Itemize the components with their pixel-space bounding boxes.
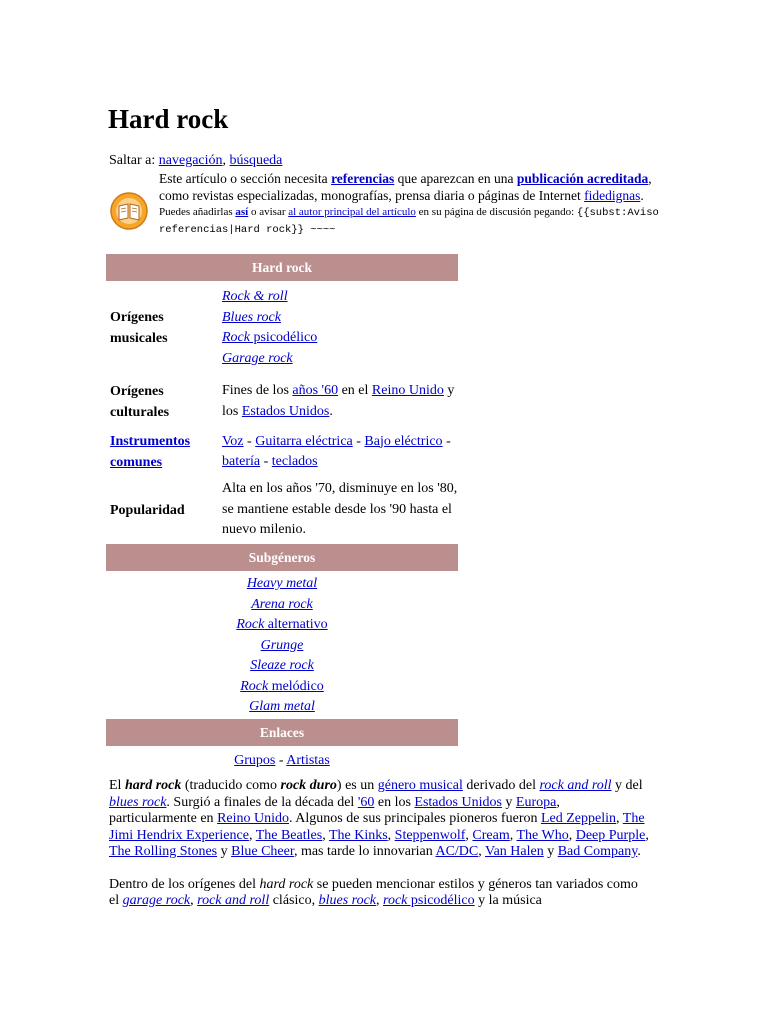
estados-unidos-link[interactable]: Estados Unidos xyxy=(414,794,502,810)
reino-unido-link[interactable]: Reino Unido xyxy=(217,811,290,826)
glam-metal-link[interactable]: Glam metal xyxy=(249,699,315,714)
estados-unidos-link[interactable]: Estados Unidos xyxy=(241,403,330,419)
hard-rock-term: hard rock xyxy=(259,876,314,892)
the-who-link[interactable]: The Who xyxy=(516,827,569,843)
fidedignas-link[interactable]: fidedignas xyxy=(584,187,641,203)
jimi-hendrix-link[interactable]: The Jimi Hendrix Experience xyxy=(109,811,645,843)
paragraph-intro: El hard rock (traducido como rock duro) es un género musical derivado del rock and roll y del blues rock. Surgió a finales de la década del '60 en los Estados Unidos y Europa, particularmente en Reino Unido. Algunos de sus principales pioneros fueron Led Zeppelin, The Jimi Hendrix Experience, The Beatles, The Kinks, Steppenwolf, Cream, The Who, Deep Purple, The Rolling Stones y Blue Cheer, mas tarde lo innovarian AC/DC, Van Halen y Bad Company. xyxy=(109,778,649,859)
blue-cheer-link[interactable]: Blue Cheer xyxy=(231,844,294,859)
the-beatles-link[interactable]: The Beatles xyxy=(255,827,323,843)
infobox-label: Orígenes musicales xyxy=(110,310,168,346)
anos-60-link[interactable]: años '60 xyxy=(292,383,339,398)
guitarra-electrica-link[interactable]: Guitarra eléctrica xyxy=(255,433,353,449)
article-body xyxy=(109,778,649,926)
rock-psicodelico-link[interactable]: Rock psicodélico xyxy=(222,330,318,345)
steppenwolf-link[interactable]: Steppenwolf xyxy=(394,827,466,843)
infobox xyxy=(106,254,458,771)
rock-melodico-link[interactable]: Rock melódico xyxy=(240,678,324,694)
infobox-value: Voz - Guitarra eléctrica - Bajo eléctrico - batería - teclados xyxy=(222,433,451,469)
rock-and-roll-link[interactable]: Rock & roll xyxy=(222,289,288,304)
garage-rock-link[interactable]: Garage rock xyxy=(222,350,293,366)
infobox-label xyxy=(106,431,222,473)
bajo-electrico-link[interactable]: Bajo eléctrico xyxy=(364,433,443,449)
teclados-link[interactable]: teclados xyxy=(271,454,318,469)
voz-link[interactable]: Voz xyxy=(222,433,244,449)
autor-principal-link[interactable]: al autor principal del artículo xyxy=(288,206,416,218)
bateria-link[interactable]: batería xyxy=(222,454,261,469)
subgeneros-list xyxy=(106,571,458,719)
acdc-link[interactable]: AC/DC xyxy=(435,844,479,859)
infobox-header: Hard rock xyxy=(106,254,458,281)
bad-company-link[interactable]: Bad Company xyxy=(557,844,638,859)
infobox-row-origenes-musicales xyxy=(106,281,458,375)
notice-code: {{subst:Aviso referencias|Hard rock}} ~~~~ xyxy=(159,207,659,236)
blues-rock-link[interactable]: blues rock xyxy=(109,794,167,810)
infobox-value: Fines de los años '60 en el Reino Unido y los Estados Unidos. xyxy=(222,383,455,419)
sleaze-rock-link[interactable]: Sleaze rock xyxy=(250,658,314,673)
notice-text: Este artículo o sección necesita referencias que aparezcan en una publicación acreditada, como revistas especializadas, monografías, prensa diaria o páginas de Internet fidedignas. Puedes añadirlas así o avisar al autor principal del artículo en su página de discusión pegando: {{subst:Aviso referencias|Hard rock}} ~~~~ xyxy=(159,171,659,236)
blues-rock-link[interactable]: Blues rock xyxy=(222,309,281,325)
deep-purple-link[interactable]: Deep Purple xyxy=(575,827,646,843)
arena-rock-link[interactable]: Arena rock xyxy=(251,596,313,612)
subgeneros-header: Subgéneros xyxy=(106,544,458,571)
publicacion-acreditada-link[interactable]: publicación acreditada xyxy=(516,171,649,186)
reino-unido-link[interactable]: Reino Unido xyxy=(371,383,444,398)
book-icon xyxy=(109,191,149,231)
hard-rock-term: hard rock xyxy=(124,778,182,793)
van-halen-link[interactable]: Van Halen xyxy=(485,844,544,859)
rock-alternativo-link[interactable]: Rock alternativo xyxy=(236,617,328,632)
enlaces-header: Enlaces xyxy=(106,719,458,746)
garage-rock-link[interactable]: garage rock xyxy=(122,893,191,908)
cream-link[interactable]: Cream xyxy=(472,827,510,843)
notice-instructions: Puedes añadirlas así o avisar al autor principal del artículo en su página de discusión pegando: {{subst:Aviso referencias|Hard rock}} ~~~~ xyxy=(159,206,659,236)
enlaces-links: Grupos - Artistas xyxy=(234,752,330,768)
instrumentos-link[interactable]: Instrumentos comunes xyxy=(110,434,191,470)
jump-links: Saltar a: navegación, búsqueda xyxy=(109,153,283,168)
jump-prefix: Saltar a: xyxy=(109,153,159,168)
infobox-value xyxy=(222,287,458,369)
grunge-link[interactable]: Grunge xyxy=(260,637,304,653)
rock-duro-term: rock duro xyxy=(280,778,337,793)
heavy-metal-link[interactable]: Heavy metal xyxy=(246,576,318,591)
the-kinks-link[interactable]: The Kinks xyxy=(328,827,388,843)
infobox-row-origenes-culturales xyxy=(106,375,458,428)
infobox-label: Popularidad xyxy=(110,502,185,518)
grupos-link[interactable]: Grupos xyxy=(234,752,276,768)
page-title: Hard rock xyxy=(108,104,229,134)
referencias-link[interactable]: referencias xyxy=(331,171,395,186)
europa-link[interactable]: Europa xyxy=(515,794,557,810)
60s-link[interactable]: '60 xyxy=(357,794,375,810)
infobox-row-instrumentos xyxy=(106,428,458,476)
paragraph-origins: Dentro de los orígenes del hard rock se pueden mencionar estilos y géneros tan variados como el garage rock, rock and roll clásico, blues rock, rock psicodélico y la música xyxy=(109,876,638,908)
led-zeppelin-link[interactable]: Led Zeppelin xyxy=(540,811,617,826)
asi-link[interactable]: así xyxy=(235,206,249,218)
genero-musical-link[interactable]: género musical xyxy=(377,778,463,793)
navigation-link[interactable]: navegación xyxy=(158,153,223,168)
infobox-label: Orígenes culturales xyxy=(110,383,170,420)
rock-and-roll-link[interactable]: rock and roll xyxy=(197,893,270,908)
infobox-value: Alta en los años '70, disminuye en los '80, se mantiene estable desde los '90 hasta el nuevo milenio. xyxy=(222,481,458,538)
artistas-link[interactable]: Artistas xyxy=(286,752,330,768)
rock-psicodelico-link[interactable]: rock psicodélico xyxy=(383,893,475,908)
blues-rock-link[interactable]: blues rock xyxy=(318,893,377,908)
rolling-stones-link[interactable]: The Rolling Stones xyxy=(109,844,218,859)
rock-and-roll-link[interactable]: rock and roll xyxy=(539,778,612,793)
infobox-row-popularidad xyxy=(106,476,458,544)
search-link[interactable]: búsqueda xyxy=(229,153,283,168)
